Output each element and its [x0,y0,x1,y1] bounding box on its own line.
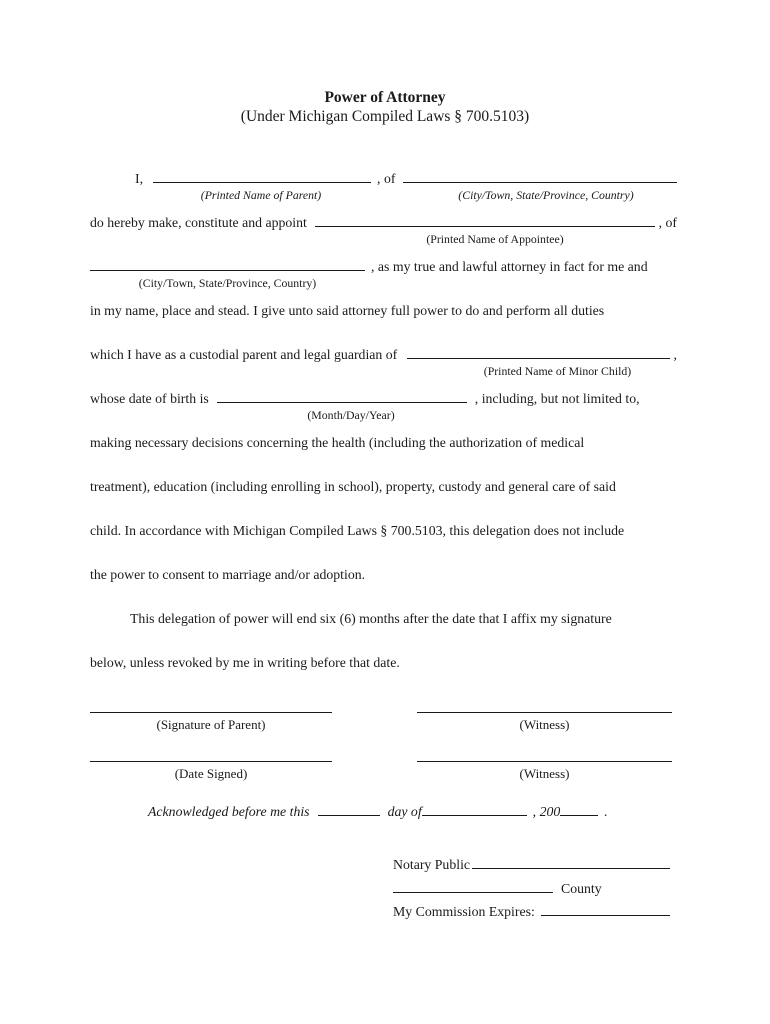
acknowledgement-prefix: Acknowledged before me this [148,804,310,819]
appointee-location-label: (City/Town, State/Province, Country) [138,276,317,290]
minor-child-label: (Printed Name of Minor Child) [483,364,632,378]
notary-public-label: Notary Public [393,857,471,872]
witness-label-top: (Witness) [519,717,570,732]
parent-name-label: (Printed Name of Parent) [200,188,322,202]
of-connector: , of [377,171,396,186]
guardian-prefix: which I have as a custodial parent and legal guardian of [90,347,398,362]
county-row [393,880,670,897]
acknowledgement-day-of: day of [387,804,422,819]
intro-line-parent [90,170,677,187]
parent-signature-label: (Signature of Parent) [156,717,266,732]
acknowledgement-day-field[interactable] [318,803,380,816]
witness-signature-field-bottom[interactable] [417,761,672,762]
dob-line [90,390,677,407]
document-subtitle: (Under Michigan Compiled Laws § 700.5103) [240,108,530,125]
appoint-line [90,214,677,231]
attorney-suffix: , as my true and lawful attorney in fact for me and [371,259,648,274]
commission-expiry-field[interactable] [541,903,670,916]
appoint-prefix: do hereby make, constitute and appoint [90,215,307,230]
education-line: treatment), education (including enrolling in school), property, custody and general care of said [90,479,616,494]
date-signed-field[interactable] [90,761,332,762]
county-field[interactable] [393,880,553,893]
acknowledgement-month-field[interactable] [422,803,527,816]
notary-name-field[interactable] [472,856,670,869]
birth-date-field[interactable] [217,390,467,403]
county-label: County [561,881,602,896]
guardian-line [90,346,677,363]
duration-line-2: below, unless revoked by me in writing before that date. [90,655,400,670]
i-prefix: I, [135,171,144,186]
acknowledgement-year-field[interactable] [560,803,598,816]
commission-row [393,903,670,920]
witness-signature-field-top[interactable] [417,712,672,713]
parent-name-field[interactable] [153,170,371,183]
minor-child-name-field[interactable] [407,346,669,359]
health-line: making necessary decisions concerning the health (including the authorization of medical [90,435,585,450]
dob-format-label: (Month/Day/Year) [307,408,395,422]
dob-suffix: , including, but not limited to, [474,391,640,406]
of-connector-2: , of [658,215,677,230]
appointee-name-field[interactable] [315,214,655,227]
document-title: Power of Attorney [324,89,446,106]
accordance-line: child. In accordance with Michigan Compiled Laws § 700.5103, this delegation does not include [90,523,625,538]
appointee-name-label: (Printed Name of Appointee) [426,232,564,246]
parent-location-label: (City/Town, State/Province, Country) [458,188,634,202]
acknowledgement-year-prefix: , 200 [532,804,561,819]
date-signed-label: (Date Signed) [174,766,248,781]
dob-prefix: whose date of birth is [90,391,209,406]
duties-line: in my name, place and stead. I give unto said attorney full power to do and perform all duties [90,303,605,318]
notary-public-row [393,856,670,873]
acknowledgement-terminator: . [604,804,608,819]
acknowledgement-line [148,803,628,820]
marriage-line: the power to consent to marriage and/or adoption. [90,567,366,582]
parent-location-field[interactable] [403,170,677,183]
commission-label: My Commission Expires: [393,904,535,919]
duration-line-1: This delegation of power will end six (6) months after the date that I affix my signature [130,611,612,626]
parent-signature-field[interactable] [90,712,332,713]
attorney-line [90,258,677,275]
guardian-suffix: , [673,347,677,362]
appointee-location-field[interactable] [90,258,365,271]
witness-label-bottom: (Witness) [519,766,570,781]
